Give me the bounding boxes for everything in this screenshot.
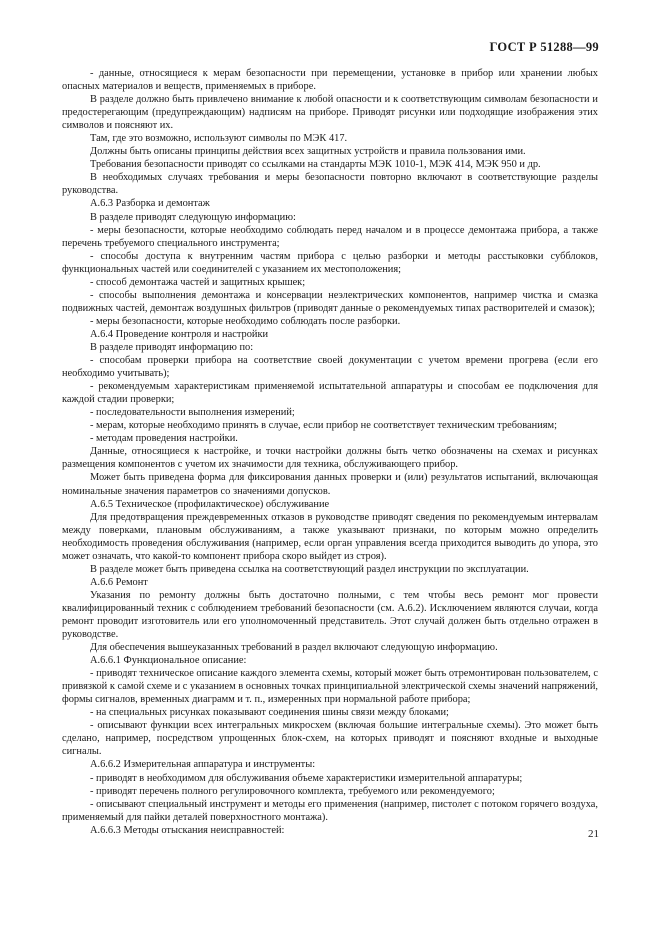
- list-item: - способы доступа к внутренним частям прибора с целью разборки и методы расстыковки субблоков, функциональных частей или соединителей с указанием их местоположения;: [62, 250, 598, 275]
- paragraph: - данные, относящиеся к мерам безопасности при перемещении, установке в прибор или хранении любых опасных материалов и веществ, применяемых в приборе.: [62, 68, 598, 93]
- paragraph: Требования безопасности приводят со ссылками на стандарты МЭК 1010-1, МЭК 414, МЭК 950 и др.: [90, 159, 541, 171]
- list-item: - приводят перечень полного регулировочного комплекта, требуемого или рекомендуемого;: [90, 785, 495, 797]
- section-heading: А.6.6 Ремонт: [90, 576, 148, 588]
- list-item: - способам проверки прибора на соответствие своей документации с учетом времени прогрева (если его необходимо учитывать);: [62, 355, 598, 380]
- list-item: - описывают специальный инструмент и методы его применения (например, пистолет с потоком горячего воздуха, применяемый для пайки деталей поверхностного монтажа).: [62, 798, 598, 823]
- section-heading: А.6.4 Проведение контроля и настройки: [90, 328, 269, 340]
- list-item: - способ демонтажа частей и защитных крышек;: [90, 276, 306, 288]
- paragraph: Должны быть описаны принципы действия всех защитных устройств и правила пользования ими.: [90, 146, 526, 158]
- paragraph: Для предотвращения преждевременных отказов в руководстве приводят сведения по рекомендуемым интервалам между поверками, плановым обслуживаниям, а также указывают признаки, по которым можно определить необходимость проведения обслуживания (например, если орган управления всегда приходится выводить до упора, это может означать, что какой-то компонент прибора скоро выйдет из строя).: [62, 511, 598, 562]
- list-item: - приводят в необходимом для обслуживания объеме характеристики измерительной аппаратуры;: [90, 772, 523, 784]
- list-item: - способы выполнения демонтажа и консервации неэлектрических компонентов, например чистка и смазка подвижных частей, демонтаж воздушных фильтров (приводят данные о рекомендуемых типах растворителей и смазок);: [62, 289, 598, 314]
- paragraph: В разделе приводят следующую информацию:: [90, 211, 296, 223]
- page-number: 21: [588, 828, 599, 840]
- list-item: - меры безопасности, которые необходимо соблюдать перед началом и в процессе демонтажа прибора, а также перечень требуемого специального инструмента;: [62, 224, 598, 249]
- list-item: - меры безопасности, которые необходимо соблюдать после разборки.: [90, 315, 401, 327]
- list-item: - приводят техническое описание каждого элемента схемы, который может быть отремонтирован пользователем, с привязкой к самой схеме и с указанием в основных точках принципиальной электрической схемы значений напряжений, формы сигналов, временных диаграмм и т. п., измеренных при нормальной работе прибора;: [62, 668, 598, 706]
- paragraph: В необходимых случаях требования и меры безопасности повторно включают в соответствующие разделы руководства.: [62, 172, 598, 197]
- paragraph: Может быть приведена форма для фиксирования данных проверки и (или) результатов испытаний, включающая номинальные значения параметров со значениями допусков.: [62, 472, 598, 497]
- paragraph: Указания по ремонту должны быть достаточно полными, с тем чтобы весь ремонт мог провести квалифицированный техник с соблюдением требований безопасности (см. А.6.2). Исключением являются случаи, когда ремонт проводит изготовитель или его уполномоченный представитель. Этот случай должен быть отдельно отражен в руководстве.: [62, 589, 598, 641]
- list-item: - описывают функции всех интегральных микросхем (включая большие интегральные схемы). Это может быть сделано, например, посредством упрощенных блок-схем, на которых приводят и поясняют входные и выходные сигналы.: [62, 720, 598, 758]
- page-content: [62, 67, 598, 837]
- list-item: - методам проведения настройки.: [90, 433, 238, 445]
- list-item: - последовательности выполнения измерений;: [90, 407, 295, 419]
- section-heading: А.6.6.2 Измерительная аппаратура и инструменты:: [90, 759, 316, 771]
- paragraph: В разделе должно быть привлечено внимание к любой опасности и к соответствующим символам безопасности и предостерегающим (предупреждающим) надписям на приборе. Приводят рисунки или подходящие изображения этих символов и поясняют их.: [62, 94, 598, 132]
- paragraph: Там, где это возможно, используют символы по МЭК 417.: [90, 133, 348, 145]
- standard-code-header: ГОСТ Р 51288—99: [489, 40, 599, 54]
- list-item: - рекомендуемым характеристикам применяемой испытательной аппаратуры и способам ее подключения для каждой стадии проверки;: [62, 381, 598, 406]
- paragraph: Для обеспечения вышеуказанных требований в раздел включают следующую информацию.: [90, 642, 498, 654]
- paragraph: В разделе приводят информацию по:: [90, 341, 254, 353]
- section-heading: А.6.5 Техническое (профилактическое) обслуживание: [90, 498, 330, 510]
- paragraph: Данные, относящиеся к настройке, и точки настройки должны быть четко обозначены на схемах и рисунках размещения компонентов с учетом их значимости для техника, обслуживающего прибор.: [62, 446, 598, 471]
- paragraph: В разделе может быть приведена ссылка на соответствующий раздел инструкции по эксплуатации.: [90, 563, 529, 575]
- list-item: - на специальных рисунках показывают соединения шины связи между блоками;: [90, 707, 449, 719]
- section-heading: А.6.6.3 Методы отыскания неисправностей:: [90, 824, 285, 836]
- list-item: - мерам, которые необходимо принять в случае, если прибор не соответствует техническим требованиям;: [90, 420, 557, 432]
- section-heading: А.6.3 Разборка и демонтаж: [90, 198, 210, 210]
- section-heading: А.6.6.1 Функциональное описание:: [90, 655, 247, 667]
